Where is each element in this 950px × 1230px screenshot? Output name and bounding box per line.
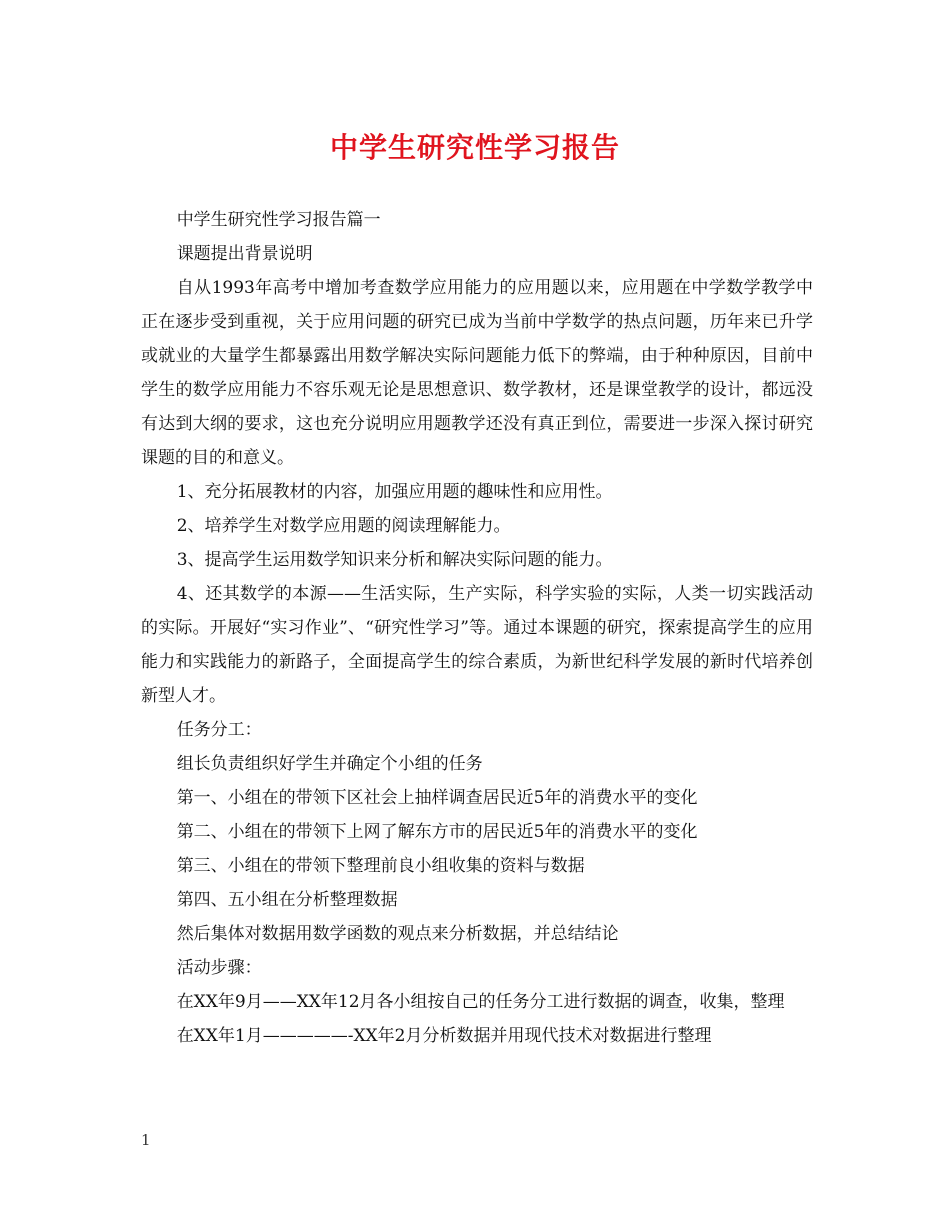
task-group-4-5: 第四、五小组在分析整理数据 bbox=[176, 890, 398, 910]
goal-item-3: 3、提高学生运用数学知识来分析和解决实际问题的能力。 bbox=[176, 550, 613, 570]
section-heading: 中学生研究性学习报告篇一 bbox=[176, 210, 381, 230]
task-group-2: 第二、小组在的带领下上网了解东方市的居民近5年的消费水平的变化 bbox=[176, 822, 698, 842]
subsection-heading: 课题提出背景说明 bbox=[176, 244, 313, 264]
background-paragraph: 自从1993年高考中增加考查数学应用能力的应用题以来，应用题在中学数学教学中正在逐步受到重视，关于应用问题的研究已成为当前中学数学的热点问题，历年来已升学或就业的大量学生都暴露出用数学解决实际问题能力低下的弊端，由于种种原因，目前中学生的数学应用能力不容乐观无论是思想意识、数学教材，还是课堂教学的设计，都远没有达到大纲的要求，这也充分说明应用题教学还没有真正到位，需要进一步深入探讨研究课题的目的和意义。 bbox=[141, 278, 813, 468]
goal-item-4: 4、还其数学的本源——生活实际，生产实际，科学实验的实际，人类一切实践活动的实际。开展好“实习作业”、“研究性学习”等。通过本课题的研究，探索提高学生的应用能力和实践能力的新路子，全面提高学生的综合素质，为新世纪科学发展的新时代培养创新型人才。 bbox=[141, 584, 813, 706]
activity-step-1: 在XX年9月——XX年12月各小组按自己的任务分工进行数据的调查，收集，整理 bbox=[176, 992, 785, 1012]
task-group-1: 第一、小组在的带领下区社会上抽样调查居民近5年的消费水平的变化 bbox=[176, 788, 698, 808]
task-division-heading: 任务分工： bbox=[176, 720, 262, 740]
task-group-3: 第三、小组在的带领下整理前良小组收集的资料与数据 bbox=[176, 856, 585, 876]
document-title: 中学生研究性学习报告 bbox=[329, 131, 620, 164]
goal-item-1: 1、充分拓展教材的内容，加强应用题的趣味性和应用性。 bbox=[176, 482, 613, 502]
task-leader-line: 组长负责组织好学生并确定个小组的任务 bbox=[176, 754, 483, 774]
task-conclusion: 然后集体对数据用数学函数的观点来分析数据，并总结结论 bbox=[176, 924, 619, 944]
activity-step-2: 在XX年1月—————-XX年2月分析数据并用现代技术对数据进行整理 bbox=[176, 1026, 712, 1046]
page-number: 1 bbox=[141, 1131, 151, 1149]
document-body bbox=[141, 203, 813, 1053]
goal-item-2: 2、培养学生对数学应用题的阅读理解能力。 bbox=[176, 516, 511, 536]
activity-steps-heading: 活动步骤： bbox=[176, 958, 262, 978]
